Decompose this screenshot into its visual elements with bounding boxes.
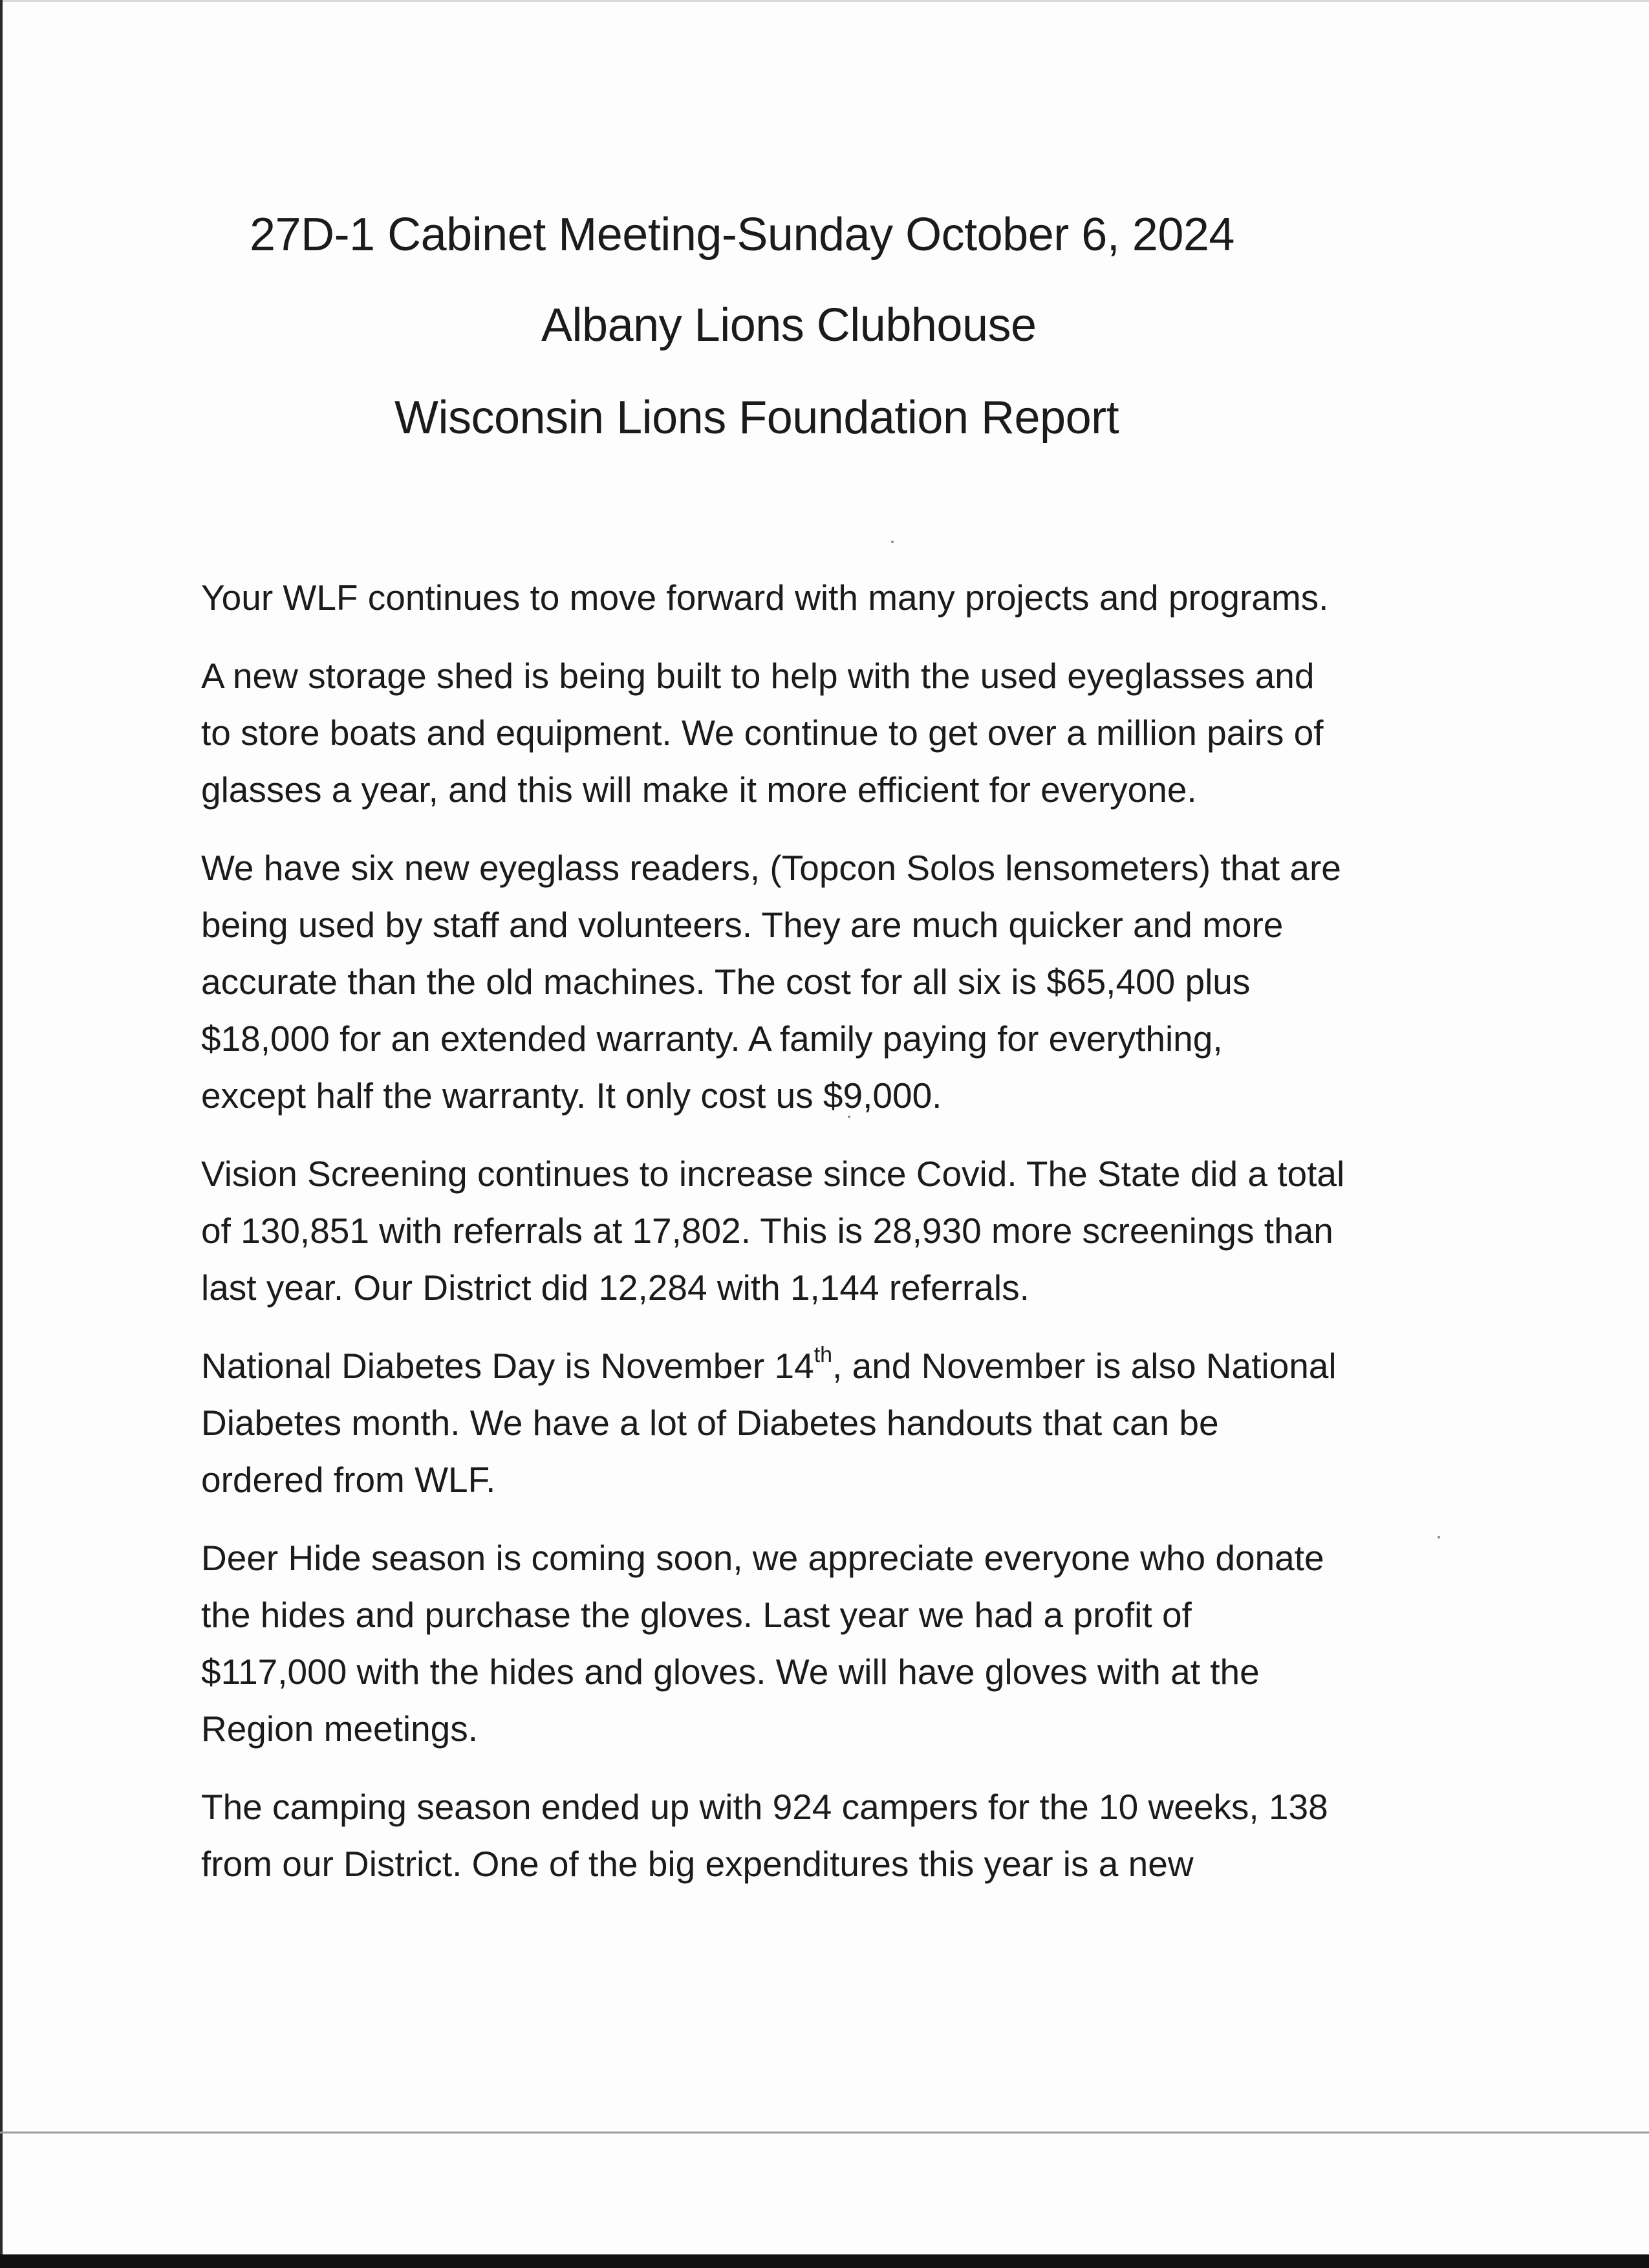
- meeting-location: Albany Lions Clubhouse: [541, 299, 1037, 351]
- scan-edge-left: [0, 0, 3, 2268]
- scan-speck: [891, 541, 894, 543]
- diabetes-ordinal-suffix: th: [814, 1342, 833, 1367]
- scan-edge-bottom: [0, 2254, 1649, 2268]
- paragraph-vision-screening: Vision Screening continues to increase since Covid. The State did a total of 130,851 with referrals at 17,802. This is 28,930 more screenings than last year. Our District did 12,284 with 1,144 referrals.: [201, 1154, 1345, 1308]
- diabetes-text-start: National Diabetes Day is November 14: [201, 1346, 814, 1386]
- paragraph-storage-shed: A new storage shed is being built to help with the used eyeglasses and to store boats and equipment. We continue to get over a million pairs of glasses a year, and this will make it more efficient for everyone.: [201, 656, 1324, 810]
- meeting-title: 27D-1 Cabinet Meeting-Sunday October 6, 2024: [250, 209, 1234, 261]
- paragraph-diabetes: [201, 1337, 1507, 1508]
- paragraph-intro: Your WLF continues to move forward with many projects and programs.: [201, 578, 1329, 618]
- report-body: [201, 569, 1507, 1914]
- report-title: Wisconsin Lions Foundation Report: [394, 392, 1119, 444]
- paragraph-camping: The camping season ended up with 924 campers for the 10 weeks, 138 from our District. One of the big expenditures this year is a new: [201, 1787, 1328, 1884]
- paragraph-eyeglass-readers: We have six new eyeglass readers, (Topcon Solos lensometers) that are being used by staff and volunteers. They are much quicker and more accurate than the old machines. The cost for all six is $65,400 plus $18,000 for an extended warranty. A family paying for everything, except half the warranty. It only cost us $9,000.: [201, 848, 1341, 1116]
- scan-fold-line: [0, 2132, 1649, 2133]
- paragraph-deer-hide: Deer Hide season is coming soon, we appreciate everyone who donate the hides and purchase the gloves. Last year we had a profit of $117,000 with the hides and gloves. We will have gloves with at the Region meetings.: [201, 1538, 1324, 1749]
- scan-edge-top: [0, 0, 1649, 2]
- diabetes-text-end: , and November is also National Diabetes month. We have a lot of Diabetes handouts that can be ordered from WLF.: [201, 1346, 1337, 1500]
